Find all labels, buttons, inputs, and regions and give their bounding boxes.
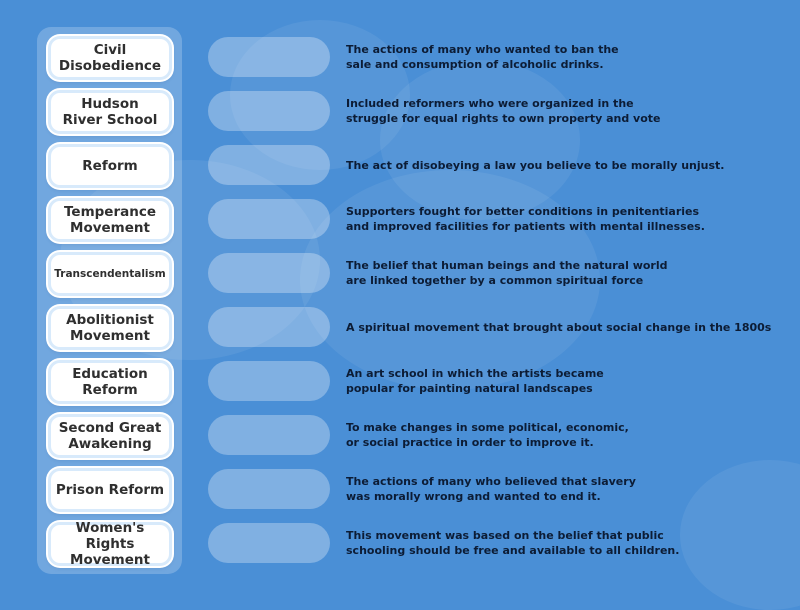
answer-drop-slot[interactable] [208,361,330,401]
definition-text: Included reformers who were organized in the struggle for equal rights to own property and vote [346,97,661,125]
term-card[interactable]: Hudson River School [48,90,172,134]
answer-drop-slot[interactable] [208,307,330,347]
term-card[interactable]: Women's Rights Movement [48,522,172,566]
term-card[interactable]: Prison Reform [48,468,172,512]
answer-drop-slot[interactable] [208,469,330,509]
answer-drop-slot[interactable] [208,253,330,293]
definition-text: An art school in which the artists became popular for painting natural landscapes [346,367,604,395]
term-card[interactable]: Transcendentalism [48,252,172,296]
term-card[interactable]: Abolitionist Movement [48,306,172,350]
definition-text: The act of disobeying a law you believe to be morally unjust. [346,158,725,172]
term-card[interactable]: Reform [48,144,172,188]
definition-text: Supporters fought for better conditions in penitentiaries and improved facilities for patients with mental illnesses. [346,205,705,233]
definition-text: The belief that human beings and the natural world are linked together by a common spiritual force [346,259,668,287]
definition-text: A spiritual movement that brought about social change in the 1800s [346,320,772,334]
answer-drop-slot[interactable] [208,91,330,131]
answer-drop-slot[interactable] [208,523,330,563]
answer-drop-slot[interactable] [208,37,330,77]
definition-text: This movement was based on the belief that public schooling should be free and available to all children. [346,529,680,557]
definition-text: To make changes in some political, economic, or social practice in order to improve it. [346,421,629,449]
answer-drop-slot[interactable] [208,415,330,455]
answer-drop-slot[interactable] [208,199,330,239]
answer-drop-slot[interactable] [208,145,330,185]
term-card[interactable]: Education Reform [48,360,172,404]
term-card[interactable]: Civil Disobedience [48,36,172,80]
definition-text: The actions of many who believed that slavery was morally wrong and wanted to end it. [346,475,636,503]
term-card[interactable]: Second Great Awakening [48,414,172,458]
term-card[interactable]: Temperance Movement [48,198,172,242]
definition-text: The actions of many who wanted to ban the sale and consumption of alcoholic drinks. [346,43,619,71]
